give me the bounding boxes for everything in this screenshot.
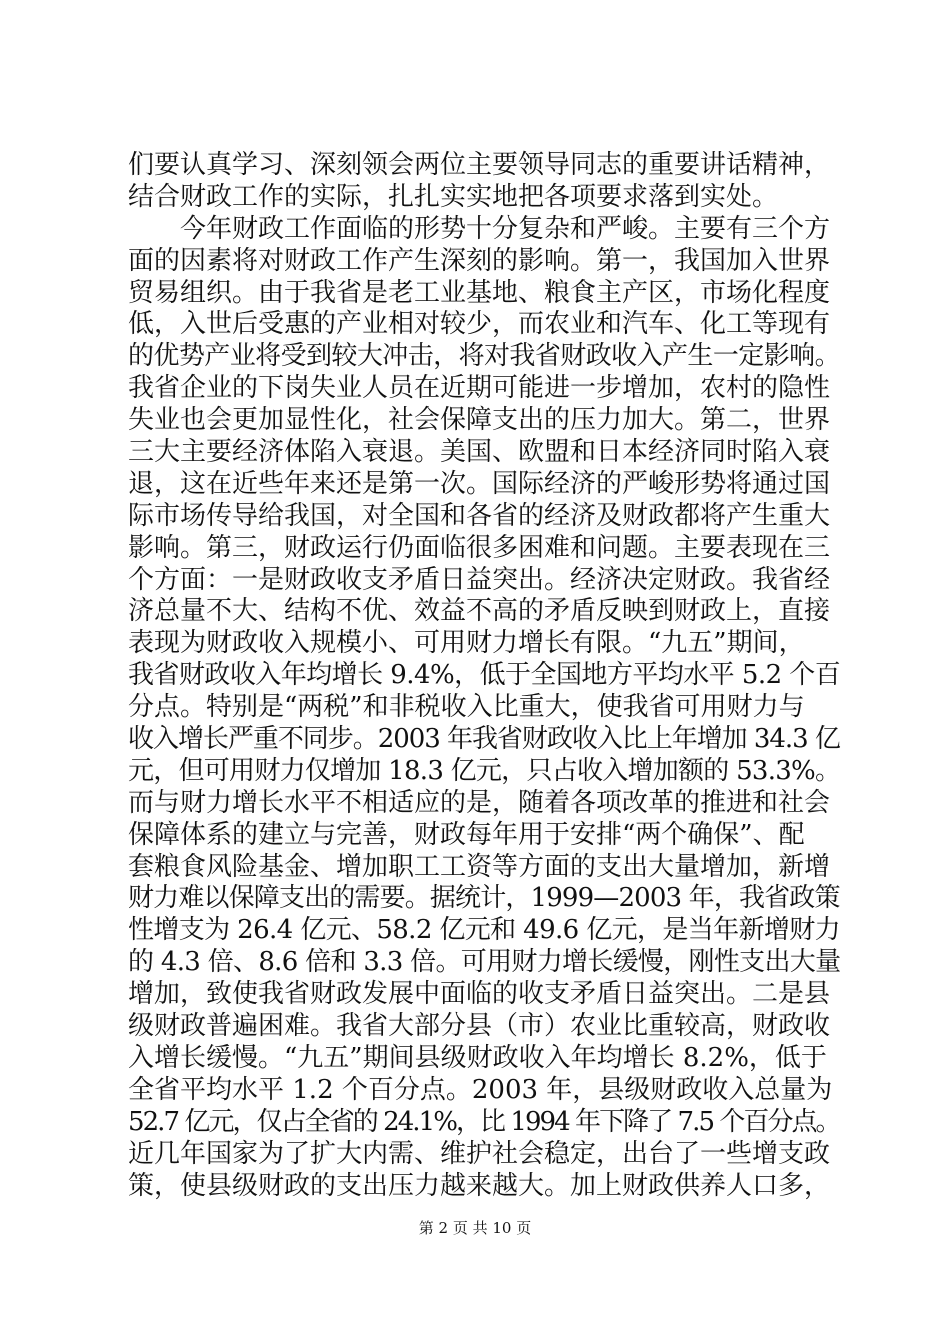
text-line: 保障体系的建立与完善，财政每年用于安排“两个确保”、配 [128,819,805,850]
text-line: 们要认真学习、深刻领会两位主要领导同志的重要讲话精神， [128,150,831,180]
text-line: 收入增长严重不同步。2003 年我省财政收入比上年增加 34.3 亿 [128,724,840,755]
text-line: 表现为财政收入规模小、可用财力增长有限。“九五”期间， [128,628,805,659]
text-line: 我省财政收入年均增长 9.4%，低于全国地方平均水平 5.2 个百 [128,660,841,691]
text-line: 级财政普遍困难。我省大部分县（市）农业比重较高，财政收 [128,1011,831,1042]
text-line: 失业也会更加显性化，社会保障支出的压力加大。第二，世界 [128,405,831,436]
text-line: 元，但可用财力仅增加 18.3 亿元，只占收入增加额的 53.3%。 [128,755,841,786]
text-line: 套粮食风险基金、增加职工工资等方面的支出大量增加，新增 [128,851,831,882]
text-line: 性增支为 26.4 亿元、58.2 亿元和 49.6 亿元，是当年新增财力 [128,915,840,946]
page-footer: 第 2 页 共 10 页 [418,1219,532,1237]
text-line: 的优势产业将受到较大冲击，将对我省财政收入产生一定影响。 [128,341,841,372]
text-line: 际市场传导给我国，对全国和各省的经济及财政都将产生重大 [128,500,831,531]
text-line: 策，使县级财政的支出压力越来越大。加上财政供养人口多， [128,1170,831,1201]
text-line: 济总量不大、结构不优、效益不高的矛盾反映到财政上，直接 [128,596,831,627]
text-line: 的 4.3 倍、8.6 倍和 3.3 倍。可用财力增长缓慢，刚性支出大量 [128,947,841,978]
text-line: 增加，致使我省财政发展中面临的收支矛盾日益突出。二是县 [128,979,831,1010]
text-line: 贸易组织。由于我省是老工业基地、粮食主产区，市场化程度 [128,277,831,308]
text-line: 财力难以保障支出的需要。据统计，1999—2003 年，我省政策 [128,883,840,914]
text-line: 结合财政工作的实际，扎扎实实地把各项要求落到实处。 [128,181,779,212]
text-line: 入增长缓慢。“九五”期间县级财政收入年均增长 8.2%，低于 [128,1042,827,1073]
text-line: 而与财力增长水平不相适应的是，随着各项改革的推进和社会 [128,787,831,818]
text-line: 三大主要经济体陷入衰退。美国、欧盟和日本经济同时陷入衰 [128,437,831,468]
text-line: 52.7 亿元，仅占全省的 24.1%，比 1994 年下降了 7.5 个百分点。 [128,1106,840,1137]
text-line: 个方面：一是财政收支矛盾日益突出。经济决定财政。我省经 [128,564,831,595]
text-line: 今年财政工作面临的形势十分复杂和严峻。主要有三个方 [128,213,831,244]
text-line: 分点。特别是“两税”和非税收入比重大，使我省可用财力与 [128,692,805,723]
text-line: 退，这在近些年来还是第一次。国际经济的严峻形势将通过国 [128,468,831,499]
text-line: 全省平均水平 1.2 个百分点。2003 年，县级财政收入总量为 [128,1074,833,1105]
text-line: 低，入世后受惠的产业相对较少，而农业和汽车、化工等现有 [128,309,831,340]
text-line: 近几年国家为了扩大内需、维护社会稳定，出台了一些增支政 [128,1138,831,1169]
text-line: 面的因素将对财政工作产生深刻的影响。第一，我国加入世界 [128,245,831,276]
text-line: 我省企业的下岗失业人员在近期可能进一步增加，农村的隐性 [128,373,831,404]
body-text [128,150,840,1202]
text-line: 影响。第三，财政运行仍面临很多困难和问题。主要表现在三 [128,532,831,563]
